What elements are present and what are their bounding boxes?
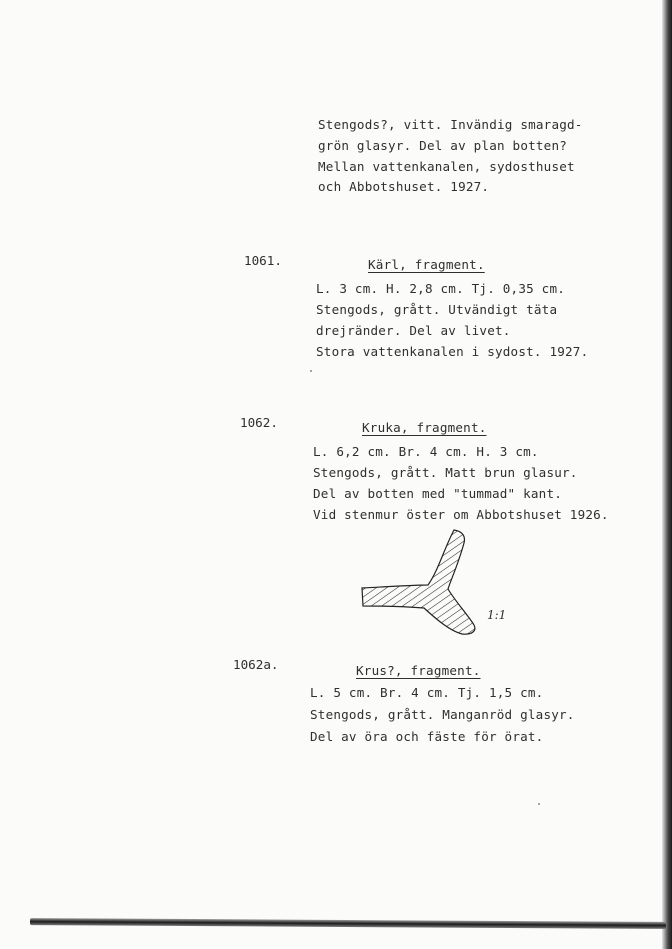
entry-line: L. 6,2 cm. Br. 4 cm. H. 3 cm.: [313, 444, 539, 459]
entry-title: Krus?, fragment.: [356, 663, 481, 678]
intro-line: grön glasyr. Del av plan botten?: [318, 138, 568, 153]
entry-line: Del av öra och fäste för örat.: [310, 729, 544, 744]
entry-line: Stora vattenkanalen i sydost. 1927.: [316, 344, 589, 359]
entry-line: L. 3 cm. H. 2,8 cm. Tj. 0,35 cm.: [316, 281, 566, 296]
ink-speck: [310, 370, 312, 372]
scale-label: 1:1: [487, 608, 507, 622]
profile-drawing: [358, 527, 483, 639]
intro-line: Stengods?, vitt. Invändig smaragd-: [318, 117, 583, 132]
entry-line: Del av botten med "tummad" kant.: [313, 486, 563, 501]
entry-number: 1061.: [244, 253, 282, 268]
entry-line: Vid stenmur öster om Abbotshuset 1926.: [313, 507, 609, 522]
ink-speck: [538, 803, 540, 805]
entry-title: Kruka, fragment.: [362, 420, 487, 435]
entry-line: Stengods, grått. Utvändigt täta: [316, 302, 558, 317]
intro-line: och Abbotshuset. 1927.: [318, 179, 490, 194]
intro-line: Mellan vattenkanalen, sydosthuset: [318, 159, 575, 174]
entry-title: Kärl, fragment.: [368, 257, 485, 272]
entry-line: Stengods, grått. Manganröd glasyr.: [310, 707, 575, 722]
entry-number: 1062.: [240, 415, 278, 430]
entry-number: 1062a.: [233, 657, 279, 672]
entry-line: Stengods, grått. Matt brun glasur.: [313, 465, 578, 480]
page-edge-bottom: [30, 918, 666, 929]
entry-line: drejränder. Del av livet.: [316, 323, 511, 338]
fragment-profile-shape: [362, 530, 475, 634]
entry-line: L. 5 cm. Br. 4 cm. Tj. 1,5 cm.: [310, 685, 544, 700]
page-edge-right: [662, 0, 672, 949]
